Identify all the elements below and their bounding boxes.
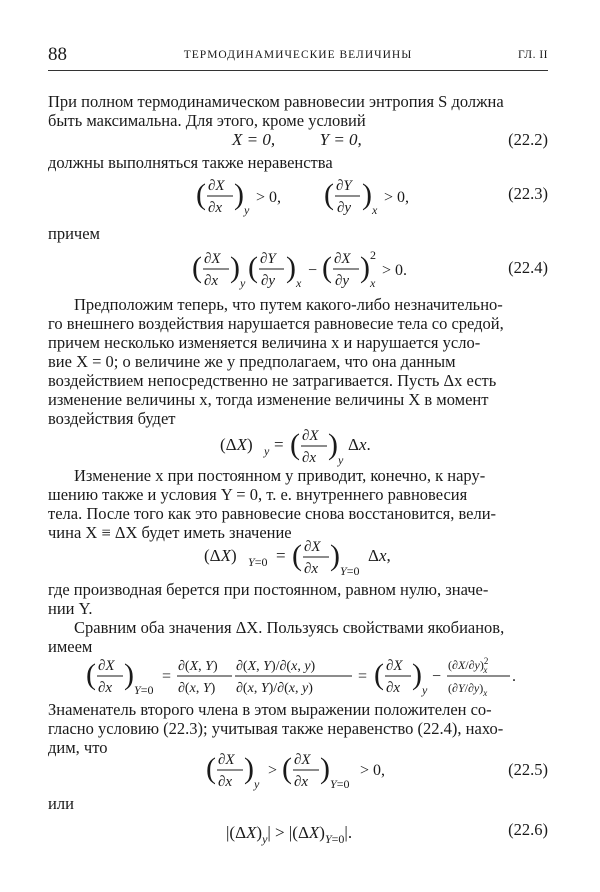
equation-number: (22.6) [508, 820, 548, 839]
running-title: ТЕРМОДИНАМИЧЕСКИЕ ВЕЛИЧИНЫ [183, 49, 413, 61]
equation-jacobian [86, 654, 526, 700]
svg-text:∂X: ∂X [304, 539, 321, 555]
svg-text:> 0,: > 0, [384, 189, 410, 206]
paragraph-line: При полном термодинамическом равновесии энтропия S должна [48, 92, 504, 111]
paragraph-7 [48, 618, 548, 656]
svg-text:y: y [338, 453, 344, 467]
svg-text:y: y [264, 444, 270, 458]
svg-text:): ) [286, 251, 296, 284]
svg-text:(∂Y/∂y)x: $(\partial Y/\partial y)_x$ [448, 681, 488, 698]
paragraph-line: должны выполняться также неравенства [48, 153, 333, 172]
svg-text:∂X: ∂X [302, 428, 319, 444]
svg-text:∂X: ∂X [208, 178, 225, 194]
svg-text:Y=0: Y=0 [248, 555, 268, 569]
svg-text:∂x: ∂x [302, 450, 317, 466]
paragraph-line: шению также и условия Y = 0, т. е. внутреннего равновесия [48, 485, 468, 504]
svg-text:∂y: ∂y [337, 200, 352, 216]
svg-text:(: ( [324, 178, 334, 211]
svg-text:): ) [330, 539, 340, 572]
svg-text:(ΔX): (ΔX) [220, 435, 253, 454]
paragraph-line: нии Y. [48, 599, 93, 618]
svg-text:): ) [234, 178, 244, 211]
svg-text:∂(X, Y): ∂(X, Y) [178, 659, 218, 674]
svg-text:y: y [244, 203, 250, 217]
svg-text:> 0.: > 0. [382, 262, 408, 279]
paragraph-line: чина X ≡ ΔX будет иметь значение [48, 523, 292, 542]
svg-text:.: . [512, 668, 516, 685]
svg-text:(: ( [206, 752, 216, 785]
svg-text:): ) [230, 251, 240, 284]
equation-delta-x-y0 [204, 535, 404, 581]
svg-text:(: ( [86, 658, 96, 691]
svg-text:y: y [254, 777, 260, 791]
svg-text:∂x: ∂x [294, 774, 309, 790]
svg-text:2: 2 [370, 248, 376, 262]
svg-text:y: y [422, 683, 428, 697]
svg-text:=: = [276, 546, 286, 565]
paragraph-line: Знаменатель второго члена в этом выражении положителен со- [48, 700, 492, 719]
paragraph-line: Предположим теперь, что путем какого-либо незначительно- [74, 295, 503, 314]
paragraph-4 [48, 295, 548, 428]
svg-text:Y=0: Y=0 [340, 564, 360, 578]
equation-22-6 [226, 818, 406, 848]
svg-text:∂X: ∂X [386, 658, 403, 674]
paragraph-line: изменение величины x, тогда изменение величины X в момент [48, 390, 489, 409]
svg-text:∂Y: ∂Y [336, 178, 352, 194]
paragraph-line: воздействия будет [48, 409, 176, 428]
paragraph-1 [48, 92, 548, 130]
svg-text:∂x: ∂x [98, 680, 113, 696]
svg-text:∂(x, Y): ∂(x, Y) [178, 681, 216, 696]
chapter-label: ГЛ. II [518, 49, 548, 61]
paragraph-line: причем несколько изменяется величина x и нарушается усло- [48, 333, 481, 352]
svg-text:∂y: ∂y [335, 273, 350, 289]
paragraph-line: или [48, 794, 74, 813]
paragraph-line: го внешнего воздействия нарушается равновесие тела со средой, [48, 314, 504, 333]
paragraph-line: причем [48, 224, 100, 243]
svg-text:=: = [358, 668, 368, 685]
svg-text:∂(x, Y)/∂(x, y): ∂(x, Y)/∂(x, y) [236, 681, 313, 696]
eq-22-2-left: X = 0, [232, 130, 276, 149]
paragraph-line: дим, что [48, 738, 108, 757]
svg-text:∂Y: ∂Y [260, 251, 276, 267]
svg-text:∂x: ∂x [218, 774, 233, 790]
equation-delta-x-y [220, 424, 390, 470]
paragraph-5 [48, 466, 548, 542]
paragraph-line: где производная берется при постоянном, равном нулю, значе- [48, 580, 489, 599]
equation-22-3 [196, 174, 426, 220]
svg-text:∂x: ∂x [204, 273, 219, 289]
svg-text:∂X: ∂X [294, 752, 311, 768]
svg-text:(: ( [192, 251, 202, 284]
svg-text:Δx,: Δx, [368, 546, 391, 565]
svg-text:∂x: ∂x [208, 200, 223, 216]
paragraph-line: воздействием непосредственно не затрагивается. Пусть Δx есть [48, 371, 497, 390]
equation-number: (22.2) [508, 130, 548, 149]
svg-text:Δx.: Δx. [348, 435, 371, 454]
svg-text:> 0,: > 0, [256, 189, 282, 206]
equation-number: (22.5) [508, 760, 548, 779]
svg-text:): ) [320, 752, 330, 785]
svg-text:∂X: ∂X [98, 658, 115, 674]
svg-text:): ) [328, 428, 338, 461]
equation-number: (22.4) [508, 258, 548, 277]
svg-text:): ) [362, 178, 372, 211]
svg-text:∂y: ∂y [261, 273, 276, 289]
svg-text:∂x: ∂x [386, 680, 401, 696]
paragraph-line: гласно условию (22.3); учитывая также неравенство (22.4), нахо- [48, 719, 504, 738]
svg-text:): ) [360, 251, 370, 284]
paragraph-3 [48, 224, 548, 243]
svg-text:(: ( [196, 178, 206, 211]
svg-text:(: ( [374, 658, 384, 691]
svg-text:(ΔX): (ΔX) [204, 546, 237, 565]
svg-text:Y=0: Y=0 [134, 683, 154, 697]
svg-text:y: y [240, 276, 246, 290]
svg-text:(: ( [292, 539, 302, 572]
eq-22-2-right: Y = 0, [319, 130, 362, 149]
svg-text:=: = [274, 435, 284, 454]
svg-text:>: > [268, 762, 278, 779]
svg-text:∂(X, Y)/∂(x, y): ∂(X, Y)/∂(x, y) [236, 659, 316, 674]
paragraph-line: Сравним оба значения ΔX. Пользуясь свойствами якобианов, [74, 618, 505, 637]
paragraph-2 [48, 153, 548, 172]
paragraph-line: быть максимальна. Для этого, кроме условий [48, 111, 366, 130]
running-header [48, 44, 548, 71]
equation-number: (22.3) [508, 184, 548, 203]
equation-22-5 [206, 748, 406, 794]
paragraph-line: Изменение x при постоянном y приводит, конечно, к нару- [74, 466, 486, 485]
svg-text:∂X: ∂X [204, 251, 221, 267]
svg-text:−: − [308, 262, 318, 279]
paragraph-6 [48, 580, 548, 618]
svg-text:(: ( [290, 428, 300, 461]
svg-text:(: ( [248, 251, 258, 284]
equation-22-4 [192, 247, 432, 293]
svg-text:(: ( [322, 251, 332, 284]
svg-text:(∂X/∂y)2x: $(\partial X/\partial y)^2$ x [448, 656, 489, 675]
svg-text:∂X: ∂X [218, 752, 235, 768]
svg-text:x: x [372, 203, 378, 217]
equation-22-2 [232, 130, 362, 150]
svg-text:∂X: ∂X [334, 251, 351, 267]
svg-text:(: ( [282, 752, 292, 785]
svg-text:∂x: ∂x [304, 561, 319, 577]
svg-text:): ) [412, 658, 422, 691]
svg-text:x: x [370, 276, 376, 290]
page-number: 88 [48, 44, 67, 65]
paragraph-line: вие X = 0; о величине же y предполагаем, что она данным [48, 352, 456, 371]
svg-text:x: x [296, 276, 302, 290]
svg-text:> 0,: > 0, [360, 762, 386, 779]
svg-text:−: − [432, 668, 442, 685]
svg-text:Y=0: Y=0 [330, 777, 350, 791]
svg-text:): ) [244, 752, 254, 785]
paragraph-line: тела. После того как это равновесие снова восстановится, вели- [48, 504, 497, 523]
svg-text:): ) [124, 658, 134, 691]
paragraph-9 [48, 794, 548, 813]
svg-text:|(ΔX)y| > |(ΔX)Y=0|.: $|(\Delta X)_y| > |(\Delta X)_Y=0|$. [226, 823, 353, 846]
paragraph-line: имеем [48, 637, 93, 656]
svg-text:=: = [162, 668, 172, 685]
